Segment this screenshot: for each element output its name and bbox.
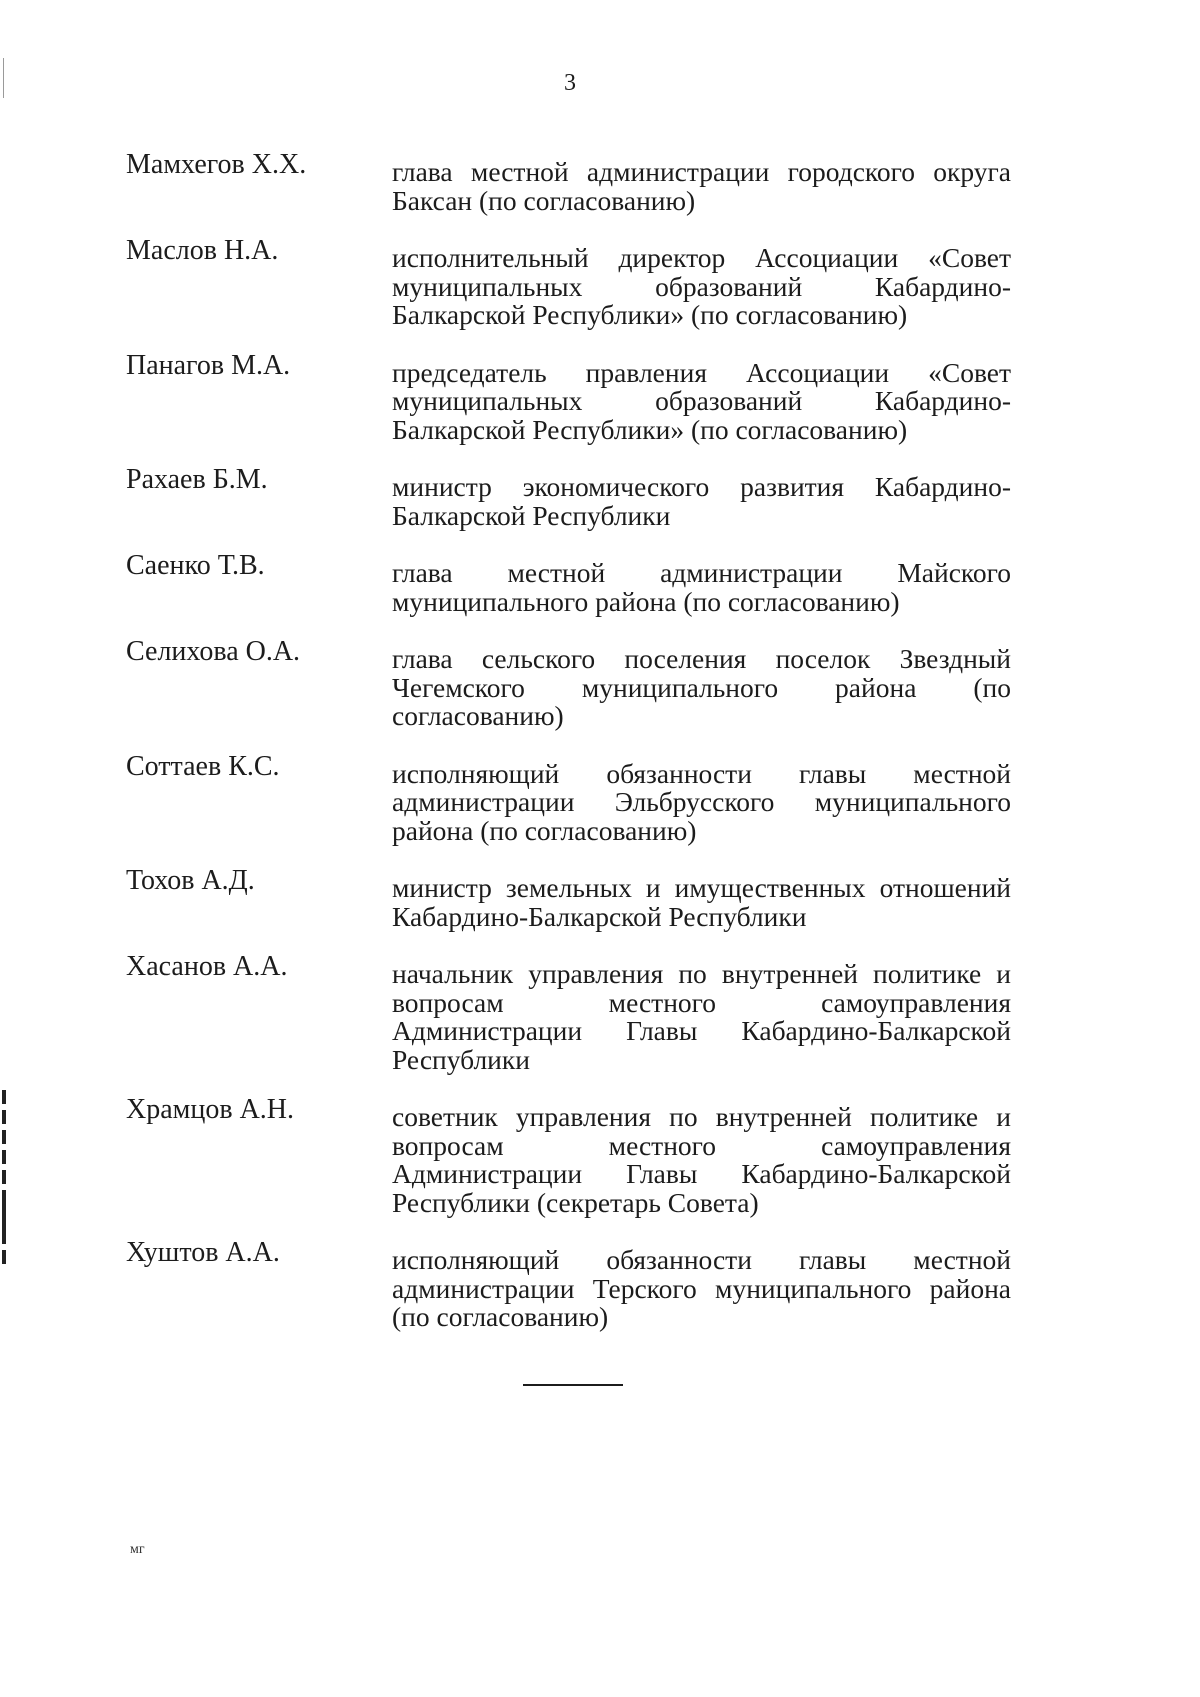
member-role: начальник управления по внутренней политике и вопросам местного самоуправления Администрации Главы Кабардино-Балкарской Республики xyxy=(392,958,1011,1075)
member-role: советник управления по внутренней политике и вопросам местного самоуправления Администрации Главы Кабардино-Балкарской Республики (секретарь Совета) xyxy=(392,1101,1011,1218)
member-row xyxy=(126,236,1011,330)
member-row xyxy=(126,351,1011,445)
member-row xyxy=(126,637,1011,731)
member-name: Хуштов А.А. xyxy=(126,1237,280,1268)
member-row xyxy=(126,150,1011,215)
member-role: глава местной администрации Майского муниципального района (по согласованию) xyxy=(392,557,1011,617)
page-number: 3 xyxy=(564,70,576,96)
member-row xyxy=(126,1238,1011,1332)
member-role: исполнительный директор Ассоциации «Совет муниципальных образований Кабардино-Балкарской Республики» (по согласованию) xyxy=(392,242,1011,330)
member-role: министр экономического развития Кабардино-Балкарской Республики xyxy=(392,471,1011,531)
member-name: Хасанов А.А. xyxy=(126,951,288,982)
footer-code: мг xyxy=(130,1542,145,1557)
member-role: глава сельского поселения поселок Звездный Чегемского муниципального района (по согласованию) xyxy=(392,643,1011,731)
member-name: Панагов М.А. xyxy=(126,349,291,381)
member-name: Рахаев Б.М. xyxy=(126,464,268,495)
member-name: Соттаев К.С. xyxy=(126,750,280,782)
member-name: Селихова О.А. xyxy=(126,636,301,667)
member-row xyxy=(126,465,1011,530)
member-name: Тохов А.Д. xyxy=(126,865,255,896)
member-role: председатель правления Ассоциации «Совет муниципальных образований Кабардино-Балкарской Республики» (по согласованию) xyxy=(392,356,1011,445)
scan-edge-dashes xyxy=(2,1090,6,1270)
member-row xyxy=(126,1095,1011,1217)
member-row xyxy=(126,752,1011,846)
member-role: исполняющий обязанности главы местной администрации Терского муниципального района (по согласованию) xyxy=(392,1244,1011,1332)
member-row xyxy=(126,551,1011,616)
member-name: Храмцов А.Н. xyxy=(126,1094,295,1125)
member-name: Мамхегов Х.Х. xyxy=(126,149,307,180)
council-member-list xyxy=(126,150,1011,1353)
member-role: глава местной администрации городского округа Баксан (по согласованию) xyxy=(392,156,1011,216)
member-row xyxy=(126,952,1011,1074)
member-role: министр земельных и имущественных отношений Кабардино-Балкарской Республики xyxy=(392,872,1011,932)
scan-edge-bar xyxy=(2,1190,6,1242)
end-of-list-rule xyxy=(523,1384,623,1386)
member-row xyxy=(126,866,1011,931)
member-name: Маслов Н.А. xyxy=(126,235,279,266)
member-name: Саенко Т.В. xyxy=(126,550,265,581)
member-role: исполняющий обязанности главы местной администрации Эльбрусского муниципального района (по согласованию) xyxy=(392,757,1011,846)
